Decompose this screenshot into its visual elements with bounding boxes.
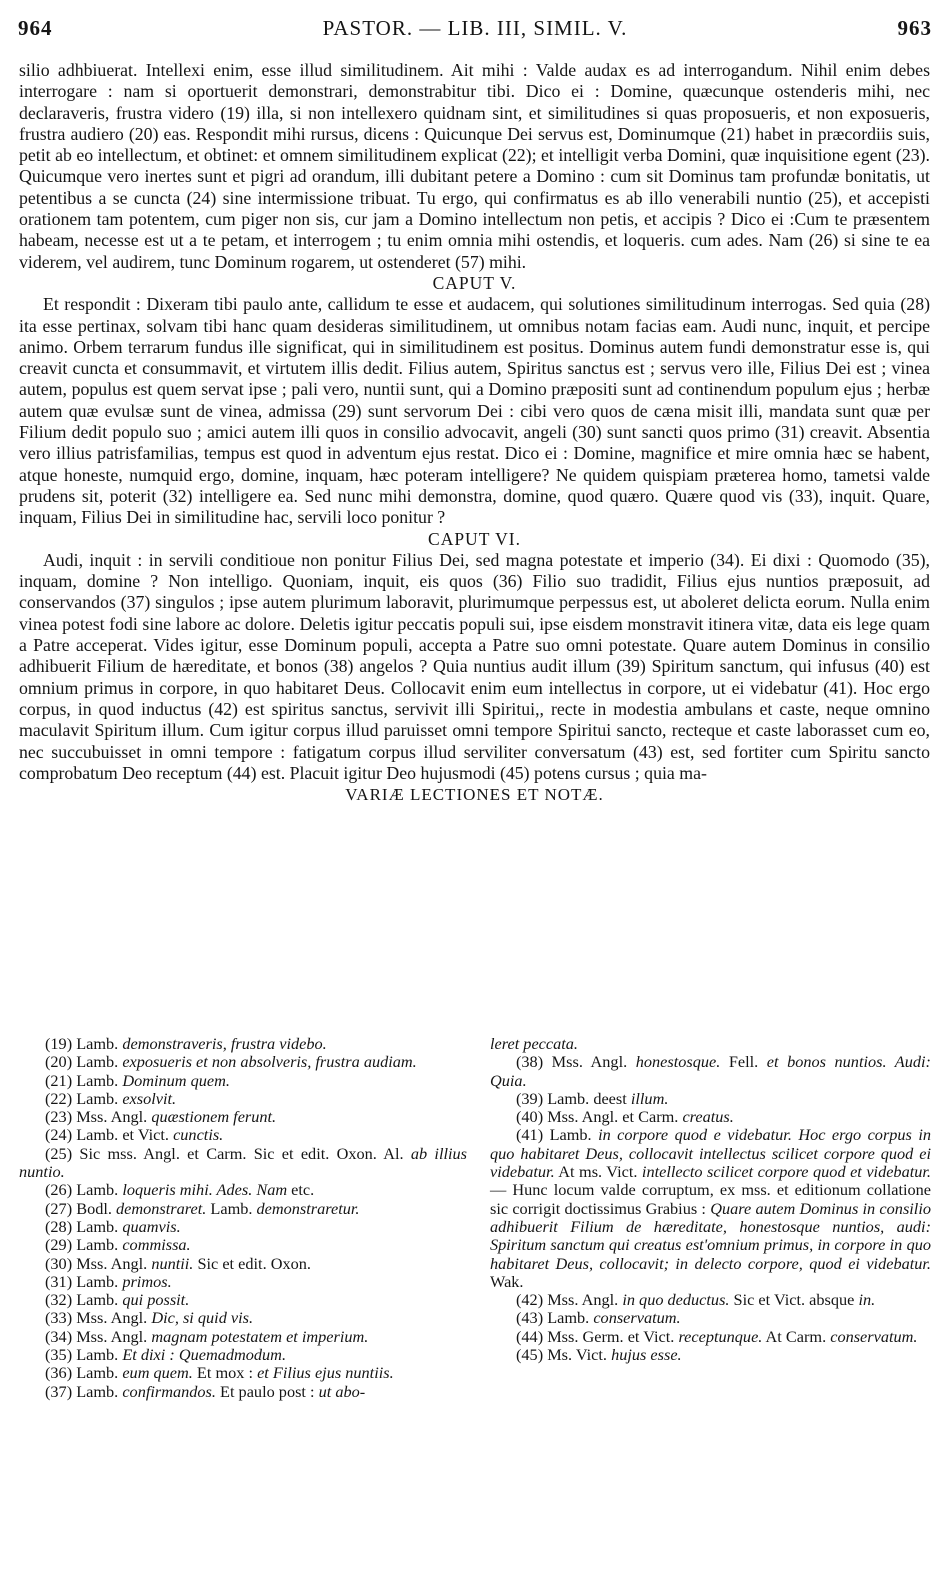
note-reading: cunctis. — [173, 1125, 224, 1145]
notes-section — [19, 1035, 931, 1465]
note-reading: demonstraret. — [116, 1198, 207, 1218]
note-source: Lamb. — [76, 1235, 119, 1255]
note-source: Lamb. — [76, 1052, 119, 1072]
note-number: (19) — [45, 1034, 73, 1053]
note-reading: commissa. — [122, 1235, 191, 1255]
note-entry — [19, 1108, 467, 1126]
notes-column-left — [19, 1035, 467, 1401]
note-reading: primos. — [122, 1271, 172, 1291]
note-entry — [19, 1255, 467, 1273]
note-entry — [19, 1218, 467, 1236]
note-comment: Sic et Vict. absque — [729, 1290, 859, 1310]
note-reading: confirmandos. — [122, 1381, 216, 1401]
note-source: Ms. Vict. — [547, 1345, 607, 1365]
note-source: Lamb. — [76, 1363, 119, 1383]
note-reading: intellecto scilicet corpore quod et videbatur. — [641, 1162, 931, 1182]
note-entry — [19, 1053, 467, 1071]
note-entry — [19, 1126, 467, 1144]
note-entry — [490, 1309, 931, 1327]
note-reading: leret peccata. — [490, 1034, 578, 1053]
note-source: Et paulo post : — [215, 1381, 319, 1401]
note-reading: quæstionem ferunt. — [151, 1107, 277, 1127]
note-source: Lamb. et Vict. — [76, 1125, 169, 1145]
note-source: Mss. Angl. — [76, 1308, 148, 1328]
note-number: (26) — [45, 1180, 73, 1200]
note-number: (39) — [516, 1088, 544, 1108]
notes-title: VARIÆ LECTIONES ET NOTÆ. — [345, 785, 604, 805]
note-number: (29) — [45, 1235, 73, 1255]
note-reading: in. — [858, 1290, 876, 1310]
note-source: Mss. Angl. et Carm. — [547, 1107, 679, 1127]
note-number: (43) — [516, 1308, 544, 1328]
note-reading: magnam potestatem et imperium. — [151, 1326, 369, 1346]
note-number: (23) — [45, 1107, 73, 1127]
note-reading: qui possit. — [122, 1290, 190, 1310]
note-entry — [19, 1145, 467, 1182]
note-reading: creatus. — [682, 1107, 734, 1127]
page-number-left: 964 — [18, 16, 53, 40]
note-reading: honestosque. — [635, 1052, 721, 1072]
note-reading: conservatum. — [593, 1308, 681, 1328]
note-number: (44) — [516, 1326, 544, 1346]
note-source: Lamb. — [76, 1345, 119, 1365]
note-source: Mss. Angl. — [547, 1290, 619, 1310]
running-header — [18, 16, 932, 46]
note-source: Lamb. — [76, 1381, 119, 1401]
note-entry — [490, 1126, 931, 1291]
note-source: Mss. Angl. — [76, 1107, 148, 1127]
note-entry — [19, 1035, 467, 1053]
note-number: (41) — [516, 1125, 544, 1145]
note-entry — [19, 1273, 467, 1291]
note-number: (21) — [45, 1070, 73, 1090]
note-comment: etc. — [287, 1180, 315, 1200]
note-reading: Quare autem Dominus in consilio adhibuerit Filium de hæreditate, honestosque nuntios, audi: Spiritum sanctum qui creatus est'omnium primus, in corpore in quo habitaret Deus, collocavit; in delecto corpore, quod ei videbatur. — [490, 1198, 931, 1273]
note-source: At ms. Vict. — [554, 1162, 642, 1182]
note-reading: eum quem. — [122, 1363, 193, 1383]
note-reading: ut abo- — [318, 1381, 366, 1401]
note-source: Et mox : — [192, 1363, 258, 1383]
note-reading: Dic, si quid vis. — [151, 1308, 254, 1328]
note-source: Bodl. — [76, 1198, 112, 1218]
note-source: Lamb. deest — [547, 1088, 627, 1108]
note-number: (33) — [45, 1308, 73, 1328]
note-entry — [19, 1309, 467, 1327]
note-entry — [490, 1035, 931, 1053]
note-reading: illum. — [630, 1088, 669, 1108]
note-number: (36) — [45, 1363, 73, 1383]
note-reading: quamvis. — [122, 1216, 181, 1236]
note-number: (38) — [516, 1052, 544, 1072]
note-number: (45) — [516, 1345, 544, 1365]
note-source: Mss. Angl. — [551, 1052, 628, 1072]
note-reading: nuntii. — [151, 1253, 194, 1273]
note-reading: ab illius nuntio. — [19, 1143, 467, 1182]
note-comment: Wak. — [490, 1271, 524, 1291]
note-reading: et bonos nuntios. Audi: Quia. — [490, 1052, 931, 1090]
note-reading: et Filius ejus nuntiis. — [257, 1363, 394, 1383]
note-entry — [490, 1090, 931, 1108]
note-source: Lamb. — [547, 1308, 590, 1328]
note-number: (34) — [45, 1326, 73, 1346]
note-source: Lamb. — [76, 1271, 119, 1291]
note-source: Mss. Germ. et Vict. — [547, 1326, 675, 1346]
page-number-right: 963 — [897, 16, 932, 40]
note-number: (32) — [45, 1290, 73, 1310]
notes-column-right — [490, 1035, 931, 1364]
note-reading: in quo deductus. — [622, 1290, 730, 1310]
note-entry — [19, 1383, 467, 1401]
section-heading: CAPUT V. — [432, 272, 517, 293]
note-reading: loqueris mihi. Ades. Nam — [122, 1180, 288, 1200]
note-source: Lamb. — [76, 1216, 119, 1236]
note-number: (24) — [45, 1125, 73, 1145]
note-source: Lamb. — [206, 1198, 257, 1218]
note-entry — [490, 1108, 931, 1126]
note-source: Lamb. — [76, 1034, 119, 1053]
note-reading: demonstraveris, frustra videbo. — [122, 1034, 327, 1053]
note-source: Sic mss. Angl. et Carm. Sic et edit. Oxon. Al. — [79, 1143, 404, 1163]
note-reading: conservatum. — [830, 1326, 918, 1346]
note-number: (35) — [45, 1345, 73, 1365]
note-source: Lamb. — [76, 1088, 119, 1108]
running-title: PASTOR. — LIB. III, SIMIL. V. — [322, 16, 628, 40]
note-comment: Sic et edit. Oxon. — [193, 1253, 311, 1273]
note-number: (27) — [45, 1198, 73, 1218]
main-text — [19, 60, 930, 805]
note-number: (30) — [45, 1253, 73, 1273]
paragraph: silio adhbiuerat. Intellexi enim, esse illud similitudinem. Ait mihi : Valde audax es ad interrogandum. Nihil enim debes interrogare : nam si oportuerit demonstrari, demonstrabitur tibi. Dico ei : Domine, quæcunque ostenderis mihi, nec declaraveris, frustra videro (19) illa, si non intellexero quidnam sint, et similitudines si quas proposueris, et non exposueris, frustra audiero (20) eas. Respondit mihi rursus, dicens : Quicunque Dei servus est, Dominumque (21) habet in præcordiis suis, petit ab eo intellectum, et obtinet: et omnem similitudinem explicat (22); et intelligit verba Domini, quæ inquisitione egent (23). Quicumque vero inertes sunt et pigri ad orandum, illi dubitant petere a Domino : cum sit Dominus tam profundæ bonitatis, ut petentibus a se cuncta (24) sine intermissione tribuat. Tu ergo, qui confirmatus es ab illo venerabili nuntio (25), et accepisti orationem tam potentem, cum piger non sis, cur jam a Domino intellectum non petis, et accipis ? Dico ei :Cum te præsentem habeam, necesse est ut a te petam, et interrogem ; tu enim omnia mihi ostendis, et loqueris. cum ades. Nam (26) si sine te ea viderem, vel audirem, tunc Dominum rogarem, ut ostenderet (57) mihi. — [19, 60, 930, 272]
note-reading: hujus esse. — [611, 1345, 682, 1365]
paragraph: Et respondit : Dixeram tibi paulo ante, callidum te esse et audacem, qui solutiones similitudinum interrogas. Sed quia (28) ita esse pertinax, solvam tibi hanc quam desideras similitudinem, ut omnibus notam facias eam. Audi nunc, inquit, et percipe animo. Orbem terrarum fundus ille significat, qui in similitudinem est positus. Dominus autem fundi demonstratur esse is, qui creavit cuncta et consummavit, et virtutem illis dedit. Filius autem, Spiritus sanctus est ; servus vero ille, Filius Dei est ; vinea autem, populus est quem servat ipse ; pali vero, nuntii sunt, qui a Domino præpositi sunt ad continendum populum ejus ; herbæ autem quæ evulsæ sunt de vinea, admissa (29) sunt servorum Dei : cibi vero quos de cæna misit illi, mandata sunt quæ per Filium dedit populo suo ; amici autem illi quos in consilio advocavit, angeli (30) sunt sancti quos primo (31) creavit. Absentia vero illius patrisfamilias, tempus est quod in adventum ejus restat. Dico ei : Domine, magnifice et mire omnia hæc se habent, atque honeste, numquid ergo, domine, inquam, hæc poteram intelligere? Ne quidem quispiam præterea homo, tametsi valde prudens sit, poterit (32) intelligere ea. Sed nunc mihi demonstra, domine, quod quæro. Quære quod vis (33), inquit. Quare, inquam, Filius Dei in similitudine hac, servili loco ponitur ? — [19, 294, 930, 528]
note-number: (40) — [516, 1107, 544, 1127]
note-source: Lamb. — [549, 1125, 592, 1145]
note-reading: Et dixi : Quemadmodum. — [122, 1345, 287, 1365]
note-source: Mss. Angl. — [76, 1326, 148, 1346]
note-number: (42) — [516, 1290, 544, 1310]
paragraph: Audi, inquit : in servili conditioue non ponitur Filius Dei, sed magna potestate et imperio (34). Ei dixi : Quomodo (35), inquam, domine ? Non intelligo. Quoniam, inquit, eis quos (36) Filio suo tradidit, Filius ejus nuntios præposuit, ad conservandos (37) singulos ; ipse autem plurimum laboravit, plurimumque perpessus est, ut aboleret delicta eorum. Nulla enim vinea potest fodi sine labore ac dolore. Deletis igitur peccatis populi sui, ipse eisdem monstravit itinera vitæ, data eis lege quam a Patre acceperat. Vides igitur, esse Dominum populi, accepta a Patre suo omni potestate. Quare autem Dominus in consilio adhibuerit Filium de hæreditate, et bonos (38) angelos ? Quia nuntius audit illum (39) Spiritum sanctum, qui infusus (40) est omnium primus in corpore, in quo habitaret Deus. Collocavit enim eum intellectus in corpore, ut ei videbatur (41). Hoc ergo corpus, in quod inductus (42) est spiritus sanctus, servivit illi Spiritui,, recte in modestia ambulans et caste, neque omnino maculavit Spiritum illum. Cum igitur corpus illud paruisset omni tempore Spiritui sancto, recteque et caste laborasset cum eo, nec succubuisset in omni tempore : fatigatum corpus illud serviliter conversatum (43) est, sed fortiter cum Spiritu sancto comprobatum Deo receptum (44) est. Placuit igitur Deo hujusmodi (45) potens cursus ; quia ma- — [19, 549, 930, 783]
note-entry — [19, 1090, 467, 1108]
note-comment: — Hunc locum valde corruptum, ex mss. et editionum collatione sic corrigit doctissimus Grabius : — [490, 1180, 931, 1218]
note-source: Lamb. — [76, 1290, 119, 1310]
note-entry — [19, 1181, 467, 1199]
note-source: Mss. Angl. — [76, 1253, 148, 1273]
note-entry — [490, 1291, 931, 1309]
note-reading: exposueris et non absolveris, frustra audiam. — [122, 1052, 417, 1072]
note-source: Lamb. — [76, 1180, 119, 1200]
note-entry — [490, 1053, 931, 1090]
note-entry — [490, 1346, 931, 1364]
note-source: At Carm. — [762, 1326, 831, 1346]
note-source: Lamb. — [76, 1070, 119, 1090]
note-number: (31) — [45, 1271, 73, 1291]
note-reading: in corpore quod e videbatur. Hoc ergo corpus in quo habitaret Deus, collocavit intellectus scilicet corpore quod ei videbatur. — [490, 1125, 931, 1182]
note-number: (25) — [45, 1143, 73, 1163]
note-reading: exsolvit. — [122, 1088, 177, 1108]
note-number: (20) — [45, 1052, 73, 1072]
note-entry — [19, 1364, 467, 1382]
section-heading: CAPUT VI. — [428, 528, 521, 549]
note-source: Fell. — [720, 1052, 767, 1072]
note-reading: demonstraretur. — [256, 1198, 360, 1218]
note-entry — [19, 1291, 467, 1309]
note-entry — [19, 1200, 467, 1218]
note-number: (28) — [45, 1216, 73, 1236]
note-entry — [19, 1236, 467, 1254]
note-number: (22) — [45, 1088, 73, 1108]
note-entry — [19, 1328, 467, 1346]
note-reading: Dominum quem. — [122, 1070, 230, 1090]
note-entry — [19, 1072, 467, 1090]
note-number: (37) — [45, 1381, 73, 1401]
note-reading: receptunque. — [678, 1326, 763, 1346]
note-entry — [490, 1328, 931, 1346]
note-entry — [19, 1346, 467, 1364]
